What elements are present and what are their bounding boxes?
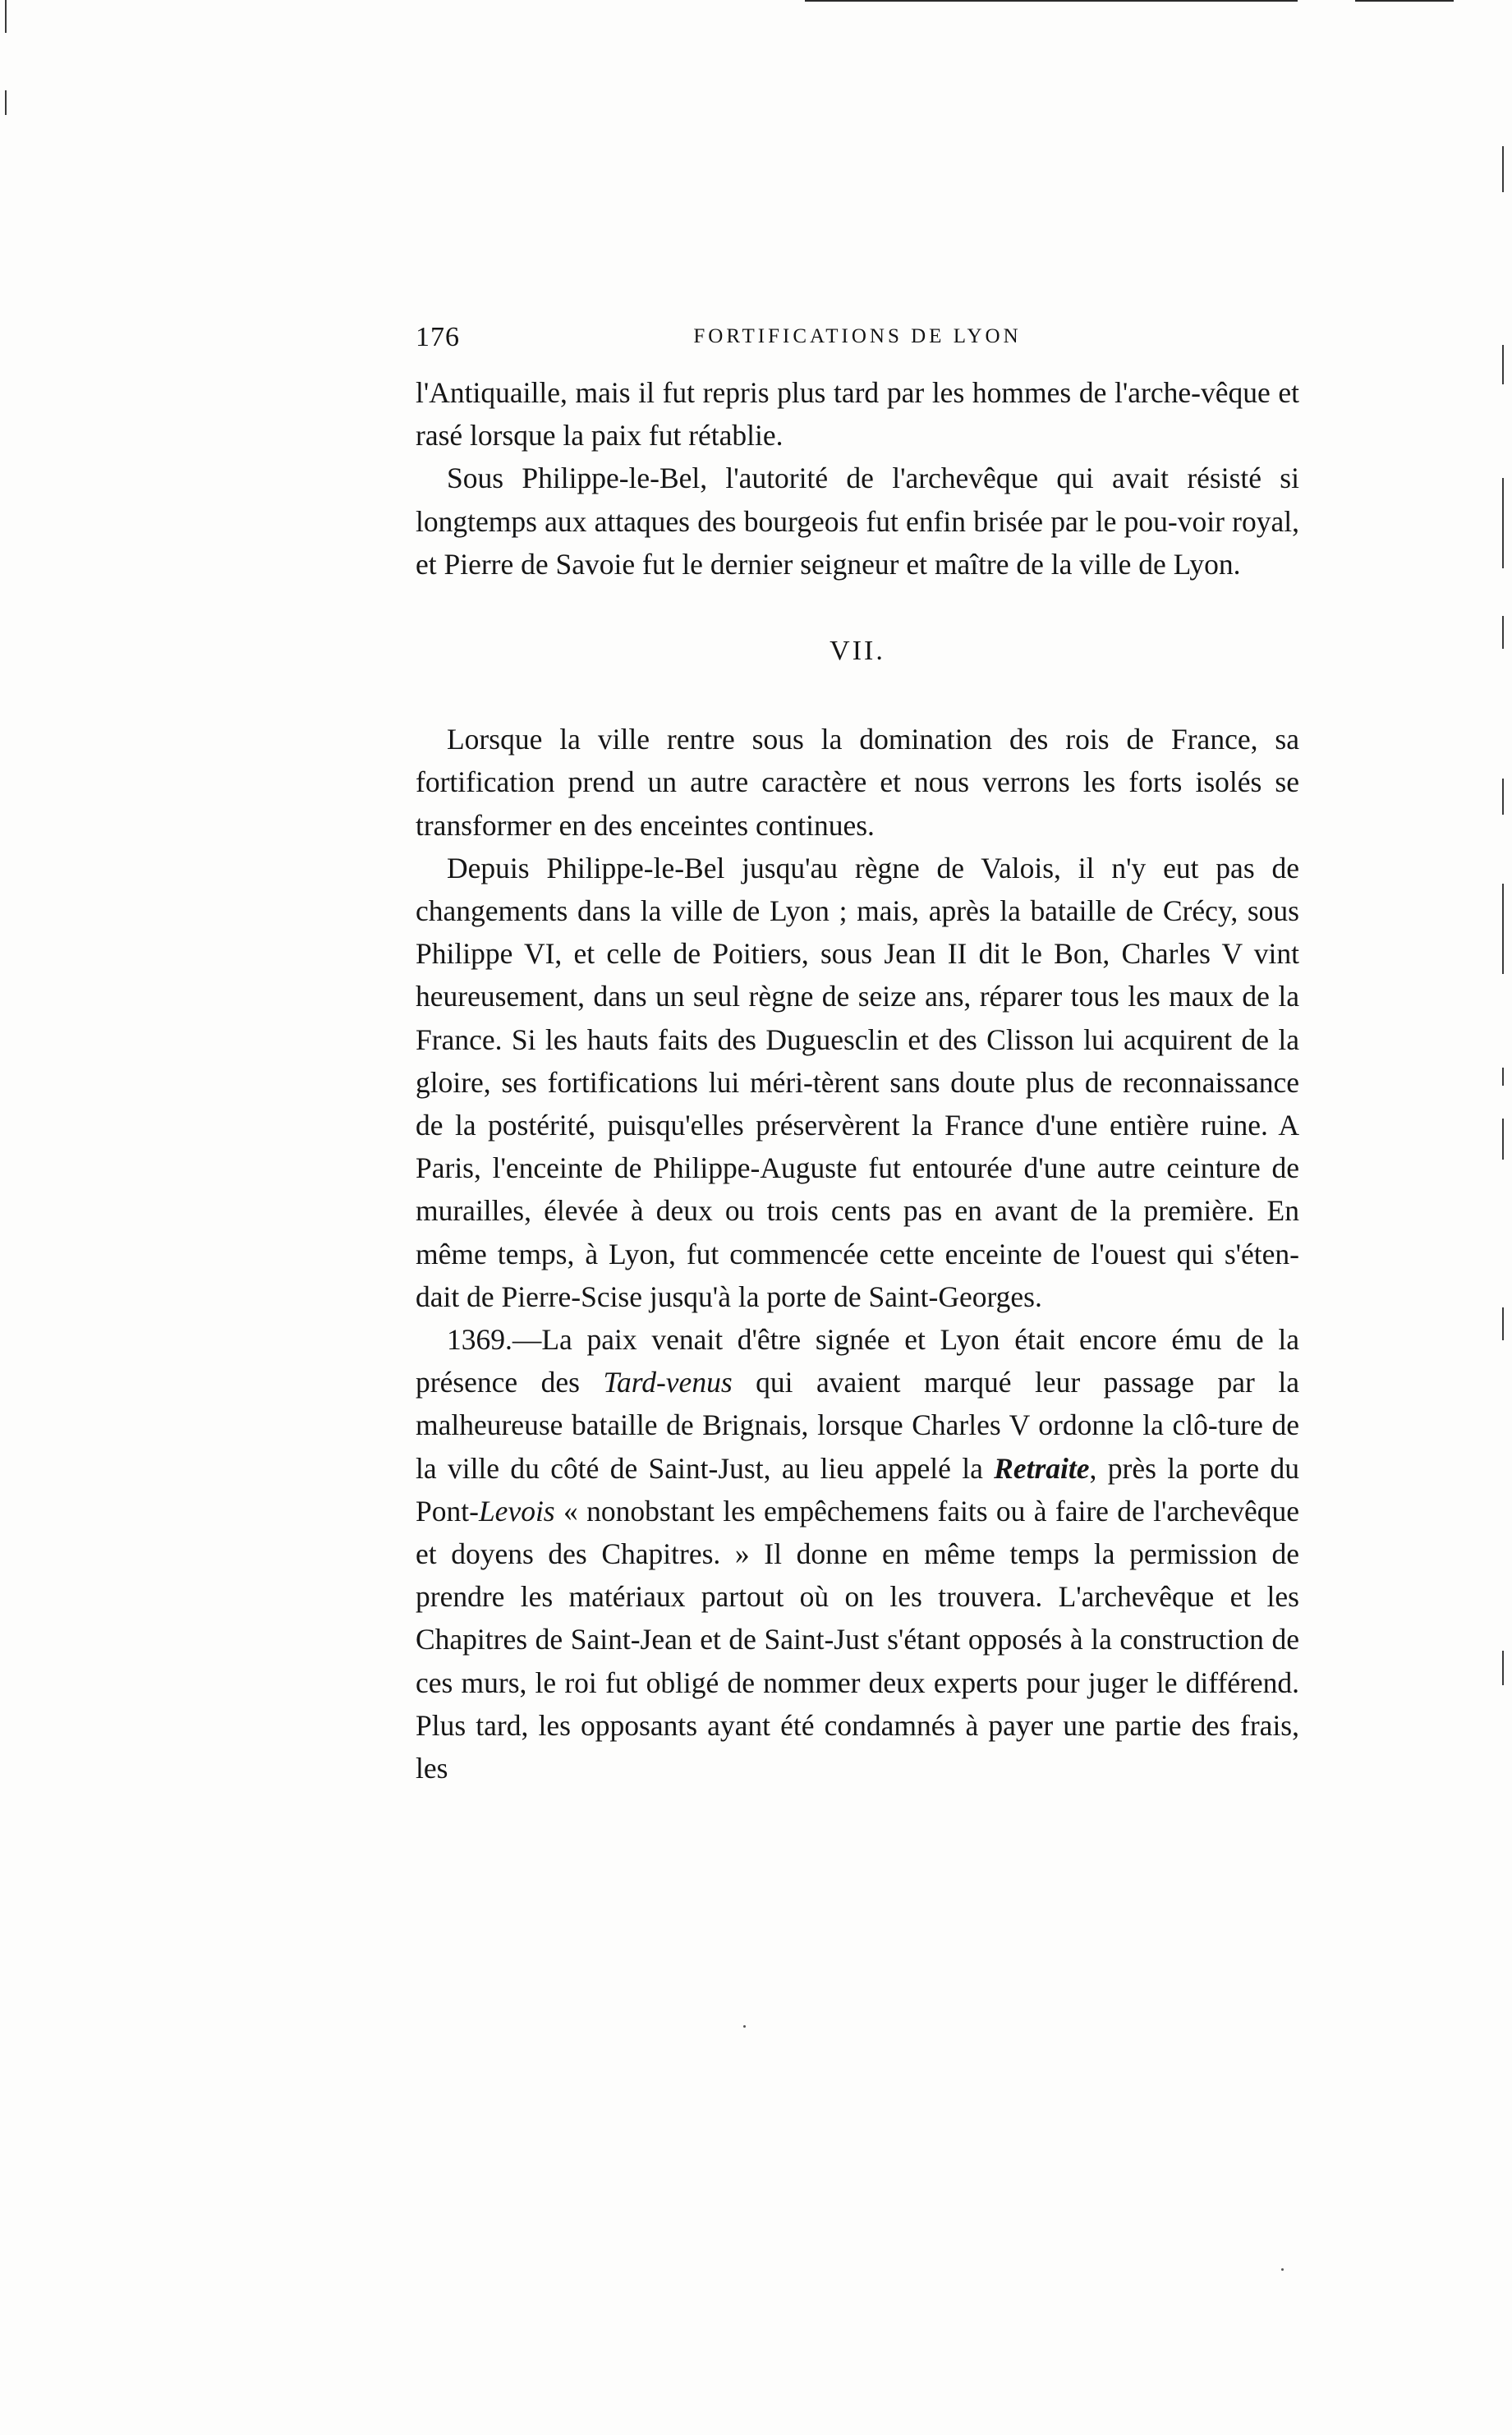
scan-edge-mark bbox=[1502, 1651, 1504, 1685]
scan-edge-mark bbox=[5, 0, 7, 33]
scan-edge-mark bbox=[1502, 1307, 1504, 1340]
running-head bbox=[416, 322, 1299, 356]
scan-dust-speck bbox=[743, 2025, 746, 2028]
year-1369: 1369. bbox=[447, 1323, 512, 1357]
scan-edge-mark bbox=[1502, 345, 1504, 384]
paragraph: Depuis Philippe-le-Bel jusqu'au règne de Valois, il n'y eut pas de changements dans la ville de Lyon ; mais, après la bataille de Crécy, sous Philippe VI, et celle de Poitiers, sous Jean II dit le Bon, Charles V vint heureusement, dans un seul règne de seize ans, réparer tous les maux de la France. Si les hauts faits des Duguesclin et des Clisson lui acquirent de la gloire, ses fortifications lui méri-tèrent sans doute plus de reconnaissance de la postérité, puisqu'elles préservèrent la France d'une entière ruine. A Paris, l'enceinte de Philippe-Auguste fut entourée d'une autre ceinture de murailles, élevée à deux ou trois cents pas en avant de la première. En même temps, à Lyon, fut commencée cette enceinte de l'ouest qui s'éten-dait de Pierre-Scise jusqu'à la porte de Saint-Georges. bbox=[416, 851, 1299, 1313]
text-run: « nonobstant les empêchemens faits ou à faire de l'archevêque et doyens des Chapitres. » Il donne en même temps la permission de prendre les matériaux partout où on les trouvera. L'archevêque et les Chapitres de Saint-Jean et de Saint-Just s'étant opposés à la construction de ces murs, le roi fut obligé de nommer deux experts pour juger le différend. Plus tard, les opposants ayant été condamnés à payer une partie des frais, les bbox=[416, 1494, 1299, 1785]
section-heading: VII. bbox=[830, 636, 885, 667]
italic-retraite: Retraite bbox=[994, 1451, 1090, 1485]
scan-top-edge bbox=[805, 0, 1298, 2]
paragraph: Lorsque la ville rentre sous la domination des rois de France, sa fortification prend un autre caractère et nous verrons les forts isolés se transformer en des enceintes continues. bbox=[416, 723, 1299, 842]
scan-top-edge-right bbox=[1355, 0, 1454, 2]
scan-edge-mark bbox=[1502, 478, 1504, 568]
italic-levois: Levois bbox=[478, 1494, 555, 1528]
scan-edge-mark bbox=[1502, 779, 1504, 815]
running-title: FORTIFICATIONS DE LYON bbox=[693, 325, 1022, 347]
text-run: —La paix venait d'être signée et Lyon était encore ému de la présence des bbox=[416, 1323, 1299, 1399]
text-run: , près la porte du Pont- bbox=[416, 1451, 1299, 1528]
scan-dust-speck bbox=[1281, 2268, 1284, 2271]
italic-tard-venus: Tard-venus bbox=[603, 1366, 733, 1399]
scan-edge-mark bbox=[5, 90, 7, 115]
scan-edge-mark bbox=[1502, 616, 1504, 649]
body-text bbox=[416, 371, 1299, 1789]
paragraph bbox=[416, 1318, 1299, 1789]
scan-edge-mark bbox=[1502, 146, 1504, 192]
scan-edge-mark bbox=[1502, 884, 1504, 974]
scan-edge-mark bbox=[1502, 1119, 1504, 1160]
text-run: qui avaient marqué leur passage par la malheureuse bataille de Brignais, lorsque Charles V ordonne la clô-ture de la ville du côté de Saint-Just, au lieu appelé la bbox=[416, 1366, 1299, 1485]
paragraph: l'Antiquaille, mais il fut repris plus tard par les hommes de l'arche-vêque et rasé lorsque la paix fut rétablie. bbox=[416, 376, 1299, 453]
page-number: 176 bbox=[416, 322, 460, 352]
paragraph: Sous Philippe-le-Bel, l'autorité de l'archevêque qui avait résisté si longtemps aux attaques des bourgeois fut enfin brisée par le pou-voir royal, et Pierre de Savoie fut le dernier seigneur et maître de la ville de Lyon. bbox=[416, 462, 1299, 581]
scan-edge-mark bbox=[1502, 1068, 1504, 1086]
